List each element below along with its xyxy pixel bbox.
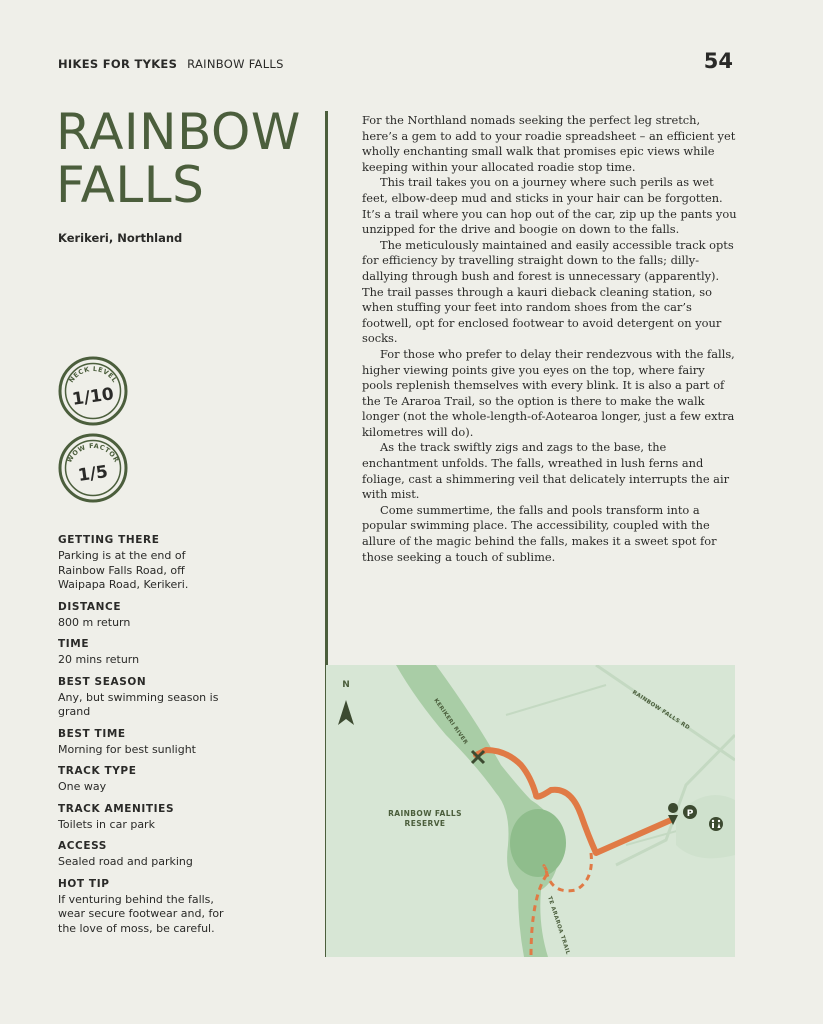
fact-best-time bbox=[58, 727, 228, 758]
svg-text:WOW FACTOR bbox=[65, 442, 120, 464]
fact-value: 20 mins return bbox=[58, 653, 140, 666]
north-label: N bbox=[342, 680, 350, 690]
falls-pool bbox=[510, 809, 566, 877]
paragraph: As the track swiftly zigs and zags to the base, the enchantment unfolds. The falls, wreathed in lush ferns and foliage, cast a shimmering veil that delicately interrupts the air with mist. bbox=[362, 440, 730, 502]
article-body bbox=[362, 113, 737, 565]
title-line-2: FALLS bbox=[56, 156, 205, 214]
fact-distance bbox=[58, 600, 228, 631]
fact-label: GETTING THERE bbox=[58, 534, 160, 546]
fact-access bbox=[58, 839, 228, 870]
fact-value: Any, but swimming season is grand bbox=[58, 690, 219, 718]
fact-value: One way bbox=[58, 780, 107, 793]
running-head-chapter: RAINBOW FALLS bbox=[187, 57, 284, 71]
fact-value: Morning for best sunlight bbox=[58, 742, 196, 756]
paragraph: Come summertime, the falls and pools transform into a popular swimming place. The accessibility, coupled with the allure of the magic behind the falls, makes it a sweet spot for those seeking a touch of sublime. bbox=[362, 502, 717, 564]
fact-label: BEST SEASON bbox=[58, 675, 147, 688]
fact-label: TRACK AMENITIES bbox=[58, 802, 175, 815]
trail-label: TE ARAROA TRAIL bbox=[546, 895, 571, 956]
fact-label: DISTANCE bbox=[58, 600, 122, 613]
paragraph: For the Northland nomads seeking the perfect leg stretch, here’s a gem to add to your roadie spreadsheet – an efficient yet wholly enchanting small walk that promises epic views while keeping within your allocated roadie stop time. bbox=[362, 113, 736, 174]
svg-text:NECK LEVEL bbox=[67, 365, 119, 384]
river-label: KERIKERI RIVER bbox=[432, 697, 469, 746]
road-line bbox=[506, 685, 606, 715]
wow-factor-value: 1/5 bbox=[76, 462, 110, 486]
paragraph: For those who prefer to delay their rendezvous with the falls, higher viewing points give you eyes on the top, where fairy pools replenish themselves with every blink. It is also a part of the Te Araroa Trail, so the option is there to make the walk longer (not the whole-length-of-Aotearoa longer, just a few extra kilometres will do). bbox=[362, 346, 735, 439]
fact-label: BEST TIME bbox=[58, 727, 126, 740]
north-arrow-icon bbox=[338, 700, 354, 725]
fact-track-amenities bbox=[58, 802, 228, 833]
fact-value: Parking is at the end of Rainbow Falls Road, off Waipapa Road, Kerikeri. bbox=[58, 549, 189, 591]
paragraph: The meticulously maintained and easily accessible track opts for efficiency by travelling straight down to the falls; dilly-dallying through bush and forest is unnecessary (apparently). The trail passes through a kauri dieback cleaning station, so when stuffing your feet into random shoes from the car’s footwell, opt for enclosed footwear to avoid detergent on your socks. bbox=[362, 237, 734, 346]
fact-label: ACCESS bbox=[58, 840, 107, 852]
running-head bbox=[58, 57, 284, 71]
wow-factor-badge bbox=[57, 432, 129, 504]
fact-value: 800 m return bbox=[58, 615, 131, 629]
reserve-label-line-1: RAINBOW FALLS bbox=[388, 809, 462, 818]
fact-label: TIME bbox=[58, 638, 90, 650]
fact-value: If venturing behind the falls, wear secure footwear and, for the love of moss, be careful. bbox=[58, 892, 224, 935]
toilets-icon-man-head bbox=[712, 820, 714, 822]
car-park-area bbox=[676, 795, 735, 858]
toilets-icon-man-body bbox=[712, 823, 714, 828]
neck-level-label: NECK LEVEL bbox=[67, 364, 119, 385]
trail-map bbox=[326, 665, 735, 957]
toilets-icon-woman-head bbox=[718, 820, 720, 822]
reserve-label-line-2: RESERVE bbox=[404, 819, 446, 828]
fact-value: Toilets in car park bbox=[58, 817, 155, 831]
road-label: RAINBOW FALLS RD bbox=[630, 689, 691, 732]
title-line-1: RAINBOW bbox=[56, 103, 301, 161]
parking-label: P bbox=[686, 809, 694, 819]
neck-level-value: 1/10 bbox=[70, 384, 116, 410]
track-start-pin bbox=[668, 803, 678, 813]
page-number: 54 bbox=[703, 49, 733, 73]
fact-time bbox=[58, 637, 228, 668]
fact-list bbox=[58, 533, 228, 943]
toilets-icon bbox=[709, 817, 723, 831]
fact-label: HOT TIP bbox=[58, 877, 110, 890]
fact-label: TRACK TYPE bbox=[58, 765, 137, 777]
fact-hot-tip bbox=[58, 877, 228, 937]
fact-value: Sealed road and parking bbox=[58, 855, 193, 868]
paragraph: This trail takes you on a journey where such perils as wet feet, elbow-deep mud and sticks in your hair can be forgotten. It’s a trail where you can hop out of the car, zip up the pants you unzipped for the drive and boogie on down to the falls. bbox=[362, 175, 737, 237]
neck-level-badge bbox=[57, 355, 129, 427]
running-head-section: HIKES FOR TYKES bbox=[58, 57, 178, 71]
fact-getting-there bbox=[58, 533, 228, 593]
location: Kerikeri, Northland bbox=[58, 231, 183, 245]
fact-best-season bbox=[58, 675, 228, 720]
fact-track-type bbox=[58, 764, 228, 795]
wow-factor-label: WOW FACTOR bbox=[65, 441, 121, 464]
page-title bbox=[56, 103, 316, 214]
